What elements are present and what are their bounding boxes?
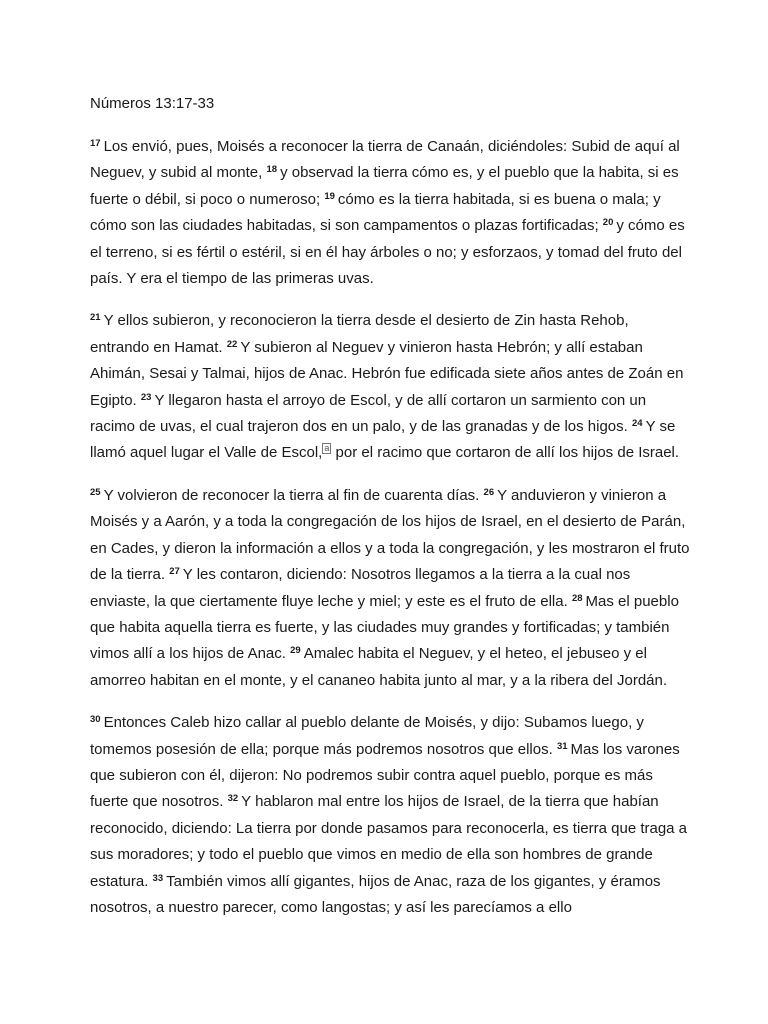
verse-number: 19 xyxy=(324,190,335,202)
paragraph xyxy=(90,134,690,292)
verse-number: 17 xyxy=(90,138,101,149)
verse-number: 27 xyxy=(169,566,180,578)
paragraph xyxy=(90,483,690,694)
verse-number: 33 xyxy=(152,872,164,884)
verse-number: 30 xyxy=(90,714,101,726)
verse-number: 26 xyxy=(483,486,495,498)
verse-number: 21 xyxy=(90,312,101,324)
footnote-marker[interactable]: a xyxy=(324,443,330,454)
verse-text: Y subieron al Neguev y vinieron hasta Hebrón; y allí estaban Ahimán, Sesai y Talmai, hijos de Anac. Hebrón fue edificada siete años antes de Zoán en Egipto. xyxy=(90,338,684,409)
verse-text: Y hablaron mal entre los hijos de Israel, de la tierra que habían reconocido, diciendo: La tierra por donde pasamos para reconocerla, es tierra que traga a sus moradores; y todo el pueblo que vimos en medio de ella son hombres de grande estatura. xyxy=(90,793,688,890)
verse-number: 31 xyxy=(556,740,568,752)
passage-reference: Números 13:17-33 xyxy=(90,95,215,112)
verse-number: 32 xyxy=(227,793,239,805)
verse-text: Y anduvieron y vinieron a Moisés y a Aarón, y a toda la congregación de los hijos de Israel, en el desierto de Parán, en Cades, y dieron la información a ellos y a toda la congregación, y les mostraron el fruto de la tierra. xyxy=(90,486,690,584)
verse-number: 20 xyxy=(602,217,614,229)
verse-number: 22 xyxy=(226,338,238,350)
verse-text: Y ellos subieron, y reconocieron la tierra desde el desierto de Zin hasta Rehob, entrando en Hamat. xyxy=(90,312,629,356)
verse-number: 28 xyxy=(571,592,583,604)
verse-text: También vimos allí gigantes, hijos de Anac, raza de los gigantes, y éramos nosotros, a nuestro parecer, como langostas; y así les parecíamos a ello xyxy=(90,872,661,916)
verse-number: 23 xyxy=(140,391,152,403)
verse-text: Y volvieron de reconocer la tierra al fin de cuarenta días. xyxy=(103,486,480,504)
verse-text: Amalec habita el Neguev, y el heteo, el jebuseo y el amorreo habitan en el monte, y el cananeo habita junto al mar, y a la ribera del Jordán. xyxy=(90,645,668,689)
verse-text: cómo es la tierra habitada, si es buena o mala; y cómo son las ciudades habitadas, si son campamentos o plazas fortificadas; xyxy=(90,190,661,235)
verse-text: y cómo es el terreno, si es fértil o estéril, si en él hay árboles o no; y esforzaos, y tomad del fruto del país. Y era el tiempo de las primeras uvas. xyxy=(90,217,685,288)
verse-text: Mas el pueblo que habita aquella tierra es fuerte, y las ciudades muy grandes y fortificadas; y también vimos allí a los hijos de Anac. xyxy=(90,592,679,663)
verse-text: Los envió, pues, Moisés a reconocer la tierra de Canaán, diciéndoles: Subid de aquí al Neguev, y subid al monte, xyxy=(90,138,680,182)
verse-number: 29 xyxy=(290,645,301,657)
paragraph xyxy=(90,710,690,921)
document-page xyxy=(90,92,690,937)
verse-text: Y se llamó aquel lugar el Valle de Escol, xyxy=(90,418,676,462)
paragraph xyxy=(90,308,690,466)
verse-text: y observad la tierra cómo es, y el pueblo que la habita, si es fuerte o débil, si poco o numeroso; xyxy=(90,164,679,208)
verse-text: Entonces Caleb hizo callar al pueblo delante de Moisés, y dijo: Subamos luego, y tomemos posesión de ella; porque más podremos nosotros que ellos. xyxy=(90,714,644,758)
verse-text: Y les contaron, diciendo: Nosotros llegamos a la tierra a la cual nos enviaste, la que ciertamente fluye leche y miel; y este es el fruto de ella. xyxy=(90,566,631,610)
verse-number: 18 xyxy=(266,164,278,176)
verse-number: 24 xyxy=(632,418,643,430)
verse-text: Mas los varones que subieron con él, dijeron: No podremos subir contra aquel pueblo, porque es más fuerte que nosotros. xyxy=(90,740,680,811)
verse-text: por el racimo que cortaron de allí los hijos de Israel. xyxy=(331,444,680,462)
verse-text: Y llegaron hasta el arroyo de Escol, y de allí cortaron un sarmiento con un racimo de uvas, el cual trajeron dos en un palo, y de las granadas y de los higos. xyxy=(90,391,647,436)
verse-number: 25 xyxy=(90,486,101,498)
